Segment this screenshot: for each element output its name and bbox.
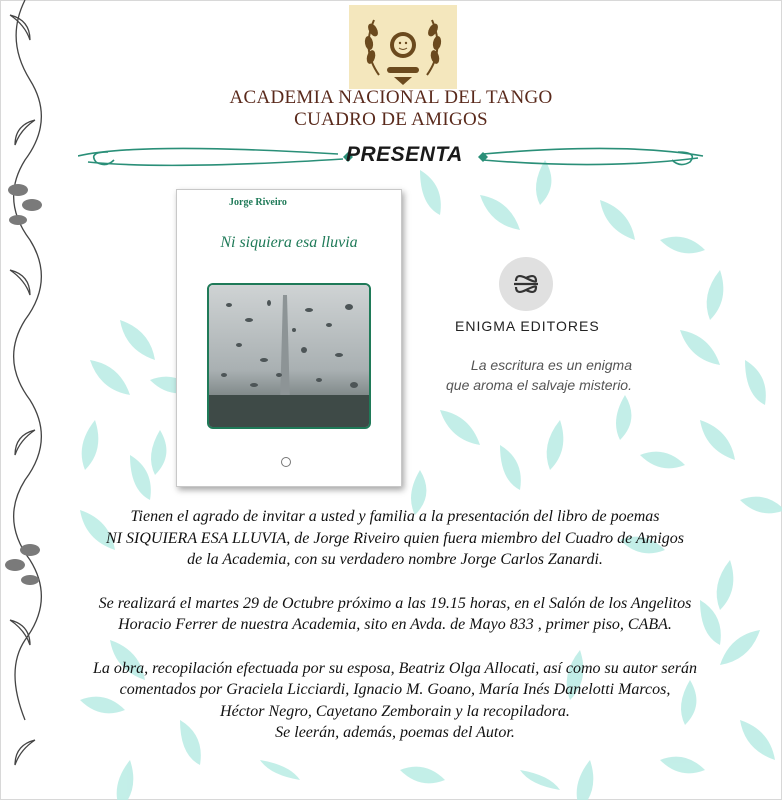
publisher-motto	[422, 355, 632, 395]
enigma-logo-icon	[499, 257, 553, 311]
cuadro-de-amigos-title: CUADRO DE AMIGOS	[294, 109, 488, 130]
invitation-paragraph-1	[40, 506, 750, 571]
invitation-paragraph-3	[40, 658, 750, 744]
rainy-window-photo	[207, 283, 371, 429]
invitation-line: Tienen el agrado de invitar a usted y familia a la presentación del libro de poemas	[130, 508, 660, 525]
book-publisher-logo-icon	[281, 457, 291, 467]
motto-line: que aroma el salvaje misterio.	[446, 377, 632, 393]
invitation-line: comentados por Graciela Licciardi, Ignacio M. Goano, María Inés Danelotti Marcos,	[119, 681, 671, 698]
motto-line: La escritura es un enigma	[470, 357, 632, 373]
invitation-line: NI SIQUIERA ESA LLUVIA, de Jorge Riveiro quien fuera miembro del Cuadro de Amigos	[106, 529, 684, 547]
invitation-line: Se leerán, además, poemas del Autor.	[275, 724, 515, 741]
book-author: Jorge Riveiro	[229, 197, 287, 208]
academia-emblem	[349, 5, 457, 89]
invitation-paragraph-2	[40, 593, 750, 636]
book-cover	[176, 189, 402, 487]
presenta-label: PRESENTA	[346, 143, 463, 166]
book-title: Ni siquiera esa lluvia	[220, 234, 358, 251]
invitation-line: La obra, recopilación efectuada por su esposa, Beatriz Olga Allocati, así como su autor serán	[93, 659, 697, 677]
invitation-line: Horacio Ferrer de nuestra Academia, sito en Avda. de Mayo 833 , primer piso, CABA.	[118, 616, 672, 633]
invitation-line: de la Academia, con su verdadero nombre Jorge Carlos Zanardi.	[187, 551, 603, 568]
invitation-line: Héctor Negro, Cayetano Zemborain y la recopiladora.	[220, 702, 570, 720]
academia-title: ACADEMIA NACIONAL DEL TANGO	[229, 87, 553, 108]
invitation-text	[40, 506, 750, 766]
invitation-line: Se realizará el martes 29 de Octubre próximo a las 19.15 horas, en el Salón de los Angelitos	[98, 594, 692, 612]
publisher-name: ENIGMA EDITORES	[455, 318, 600, 334]
